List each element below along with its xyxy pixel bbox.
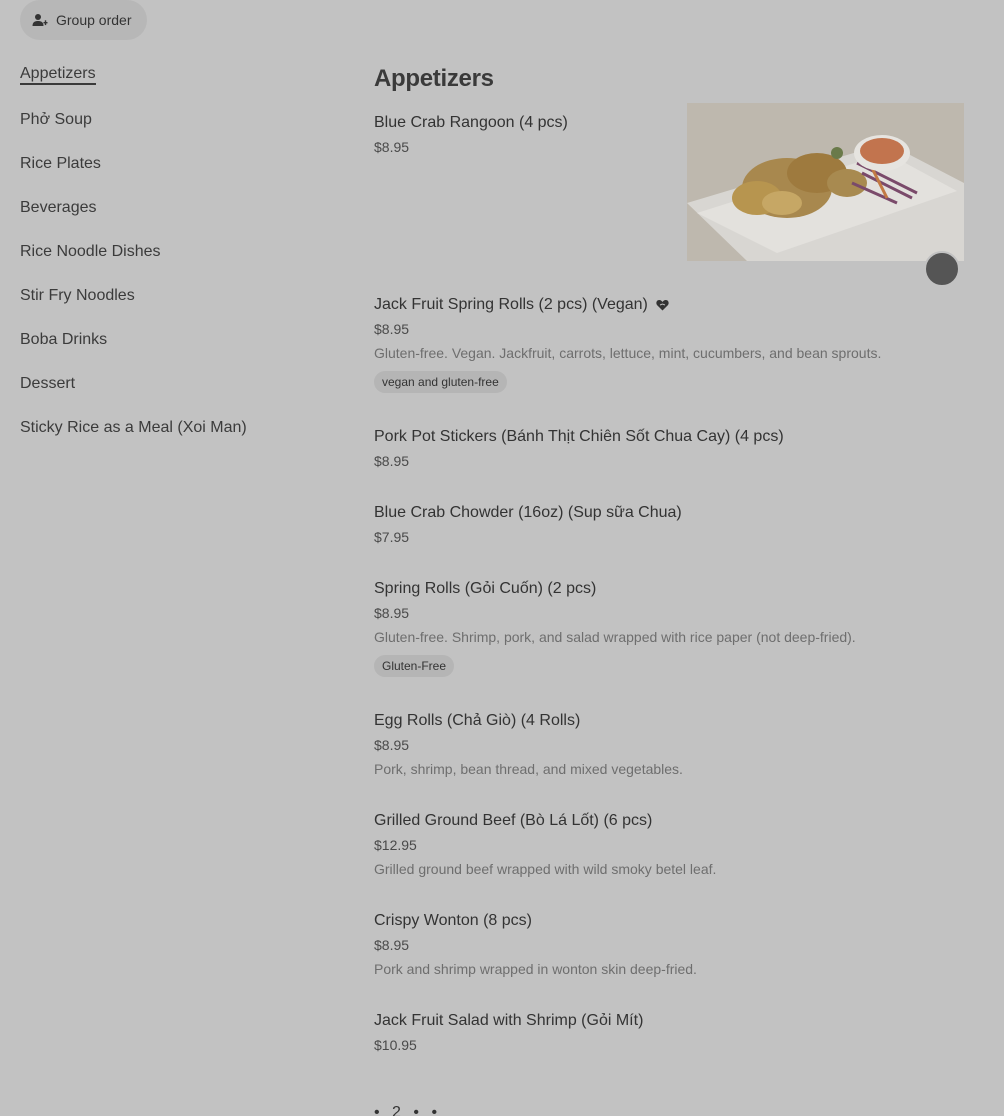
add-item-button[interactable] <box>924 251 960 287</box>
sidebar-item-label: Rice Plates <box>20 155 101 172</box>
item-price: $8.95 <box>374 737 410 753</box>
item-price: $8.95 <box>374 321 410 337</box>
sidebar-item-sticky-rice[interactable] <box>20 414 320 458</box>
menu-item[interactable] <box>374 578 964 710</box>
menu-item[interactable] <box>374 710 964 810</box>
dietary-tag: Gluten-Free <box>374 655 454 677</box>
menu-item[interactable] <box>374 426 964 502</box>
menu-item[interactable] <box>374 910 964 1010</box>
menu-item[interactable] <box>374 502 964 578</box>
sidebar-item-beverages[interactable] <box>20 194 320 238</box>
item-name: Blue Crab Chowder (16oz) (Sup sữa Chua) <box>374 504 682 521</box>
sidebar-item-stir-fry-noodles[interactable] <box>20 282 320 326</box>
sidebar-item-label: Sticky Rice as a Meal (Xoi Man) <box>20 419 247 436</box>
sidebar-item-label: Phở Soup <box>20 111 92 128</box>
category-sidebar <box>20 60 320 458</box>
item-name: Spring Rolls (Gỏi Cuốn) (2 pcs) <box>374 580 597 597</box>
item-price: $12.95 <box>374 837 417 853</box>
menu-item[interactable] <box>374 112 964 294</box>
item-price: $8.95 <box>374 453 410 469</box>
group-order-button[interactable] <box>20 0 147 40</box>
item-name: Egg Rolls (Chả Giò) (4 Rolls) <box>374 712 581 729</box>
sidebar-item-label: Rice Noodle Dishes <box>20 243 161 260</box>
heart-icon <box>656 299 669 311</box>
sidebar-item-label: Boba Drinks <box>20 331 108 348</box>
item-name: Crispy Wonton (8 pcs) <box>374 912 532 929</box>
sidebar-item-boba-drinks[interactable] <box>20 326 320 370</box>
sidebar-item-pho-soup[interactable] <box>20 106 320 150</box>
sidebar-item-rice-plates[interactable] <box>20 150 320 194</box>
pagination[interactable]: • 2 • • <box>374 1104 442 1116</box>
item-description: Gluten-free. Shrimp, pork, and salad wrapped with rice paper (not deep-fried). <box>374 629 856 645</box>
sidebar-item-label: Beverages <box>20 199 97 216</box>
sidebar-item-label: Appetizers <box>20 65 96 85</box>
item-description: Pork and shrimp wrapped in wonton skin deep-fried. <box>374 961 697 977</box>
sidebar-item-label: Stir Fry Noodles <box>20 287 135 304</box>
item-price: $10.95 <box>374 1037 417 1053</box>
menu-item[interactable] <box>374 294 964 426</box>
item-image[interactable] <box>687 103 964 261</box>
menu-item[interactable] <box>374 810 964 910</box>
item-name: Jack Fruit Salad with Shrimp (Gỏi Mít) <box>374 1012 644 1029</box>
item-price: $8.95 <box>374 139 410 155</box>
item-name-row <box>374 294 964 316</box>
item-description: Gluten-free. Vegan. Jackfruit, carrots, lettuce, mint, cucumbers, and bean sprouts. <box>374 345 882 361</box>
item-name: Blue Crab Rangoon (4 pcs) <box>374 114 568 131</box>
item-description: Grilled ground beef wrapped with wild smoky betel leaf. <box>374 861 717 877</box>
person-add-icon <box>32 12 48 28</box>
section-title: Appetizers <box>374 65 494 92</box>
item-name: Grilled Ground Beef (Bò Lá Lốt) (6 pcs) <box>374 812 653 829</box>
item-price: $8.95 <box>374 605 410 621</box>
sidebar-item-appetizers[interactable] <box>20 60 320 106</box>
item-name: Jack Fruit Spring Rolls (2 pcs) (Vegan) <box>374 296 648 313</box>
item-description: Pork, shrimp, bean thread, and mixed vegetables. <box>374 761 683 777</box>
sidebar-item-rice-noodle-dishes[interactable] <box>20 238 320 282</box>
group-order-label: Group order <box>56 12 132 28</box>
dietary-tag: vegan and gluten-free <box>374 371 507 393</box>
item-price: $8.95 <box>374 937 410 953</box>
sidebar-item-label: Dessert <box>20 375 76 392</box>
sidebar-item-dessert[interactable] <box>20 370 320 414</box>
menu-section <box>374 62 964 1070</box>
item-name: Pork Pot Stickers (Bánh Thịt Chiên Sốt Chua Cay) (4 pcs) <box>374 428 784 445</box>
menu-item[interactable] <box>374 1010 964 1070</box>
item-price: $7.95 <box>374 529 410 545</box>
